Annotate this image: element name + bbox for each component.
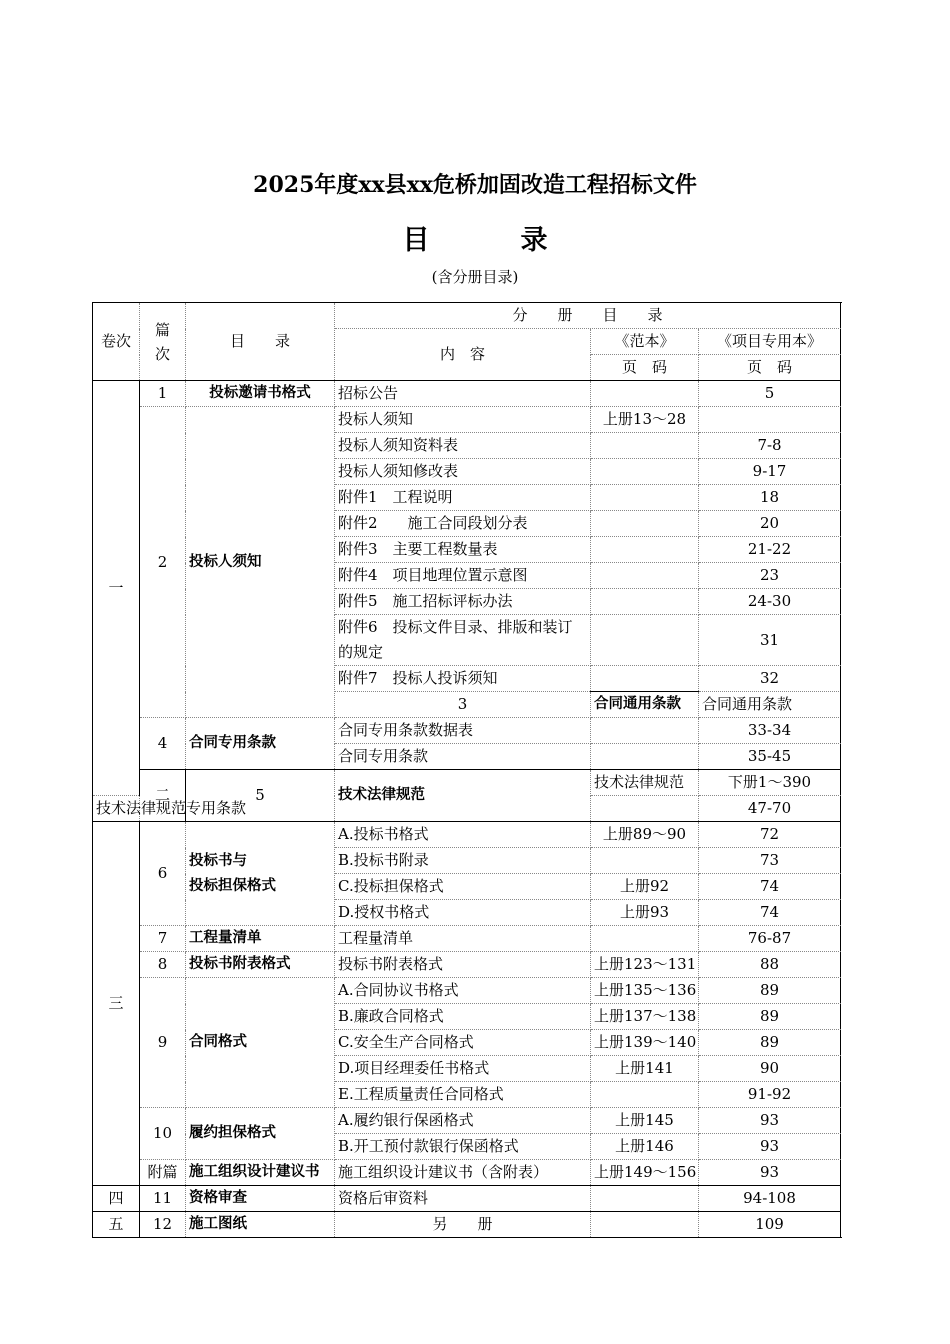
row-project-page: 91-92: [699, 1082, 841, 1108]
row-content: 另 册: [335, 1212, 591, 1238]
table-row: [93, 1186, 841, 1212]
row-template-page: [591, 537, 699, 563]
row-content: 投标人须知资料表: [335, 433, 591, 459]
row-template-page: 上册149～156: [591, 1160, 699, 1186]
chapter-num: 2: [140, 407, 186, 718]
row-template-page: 上册123～131: [591, 952, 699, 978]
row-template-page: 上册92: [591, 874, 699, 900]
row-template-page: 上册139～140: [591, 1030, 699, 1056]
row-content: A.履约银行保函格式: [335, 1108, 591, 1134]
row-template-page: [591, 1082, 699, 1108]
header-row: [93, 303, 841, 329]
volume-cell: 五: [93, 1212, 140, 1238]
chapter-num: 6: [140, 822, 186, 926]
row-project-page: 33-34: [699, 718, 841, 744]
row-project-page: 21-22: [699, 537, 841, 563]
volume-cell: 四: [93, 1186, 140, 1212]
row-content: A.投标书格式: [335, 822, 591, 848]
header-chapter: 篇 次: [140, 303, 186, 381]
row-template-page: [591, 744, 699, 770]
row-template-page: [591, 796, 699, 822]
row-template-page: 上册141: [591, 1056, 699, 1082]
toc-table: [92, 302, 841, 1238]
header-catalog: 目 录: [186, 303, 335, 381]
chapter-title: 投标人须知: [186, 407, 335, 718]
header-content: 内 容: [335, 329, 591, 381]
row-project-page: 74: [699, 874, 841, 900]
header-template: 《范本》: [591, 329, 699, 355]
chapter-title: 投标邀请书格式: [186, 381, 335, 407]
row-project-page: 73: [699, 848, 841, 874]
volume-cell: 二: [140, 770, 186, 822]
row-content: 投标人须知修改表: [335, 459, 591, 485]
row-content: E.工程质量责任合同格式: [335, 1082, 591, 1108]
row-template-page: 上册13～28: [591, 407, 699, 433]
header-sub-catalog: 分 册 目 录: [335, 303, 841, 329]
table-row: [93, 952, 841, 978]
header-project-page: 页 码: [699, 355, 841, 381]
row-project-page: 89: [699, 1030, 841, 1056]
row-project-page: 7-8: [699, 433, 841, 459]
row-content: 附件4 项目地理位置示意图: [335, 563, 591, 589]
header-project: 《项目专用本》: [699, 329, 841, 355]
chapter-title: 技术法律规范: [335, 770, 591, 822]
row-content: C.安全生产合同格式: [335, 1030, 591, 1056]
row-project-page: 89: [699, 1004, 841, 1030]
row-template-page: [591, 589, 699, 615]
row-content: B.投标书附录: [335, 848, 591, 874]
document-title: 2025年度xx县xx危桥加固改造工程招标文件: [253, 172, 697, 198]
chapter-title: 合同专用条款: [186, 718, 335, 770]
row-project-page: 20: [699, 511, 841, 537]
row-template-page: 上册146: [591, 1134, 699, 1160]
chapter-title: 合同格式: [186, 978, 335, 1108]
row-content: 附件5 施工招标评标办法: [335, 589, 591, 615]
row-project-page: 93: [699, 1134, 841, 1160]
row-project-page: 93: [699, 1108, 841, 1134]
row-project-page: 9-17: [699, 459, 841, 485]
row-project-page: 88: [699, 952, 841, 978]
row-content: 工程量清单: [335, 926, 591, 952]
row-content: 投标书附表格式: [335, 952, 591, 978]
row-project-page: 23: [699, 563, 841, 589]
row-project-page: 72: [699, 822, 841, 848]
row-content: A.合同协议书格式: [335, 978, 591, 1004]
row-template-page: [591, 563, 699, 589]
row-content: D.项目经理委任书格式: [335, 1056, 591, 1082]
row-content: 附件3 主要工程数量表: [335, 537, 591, 563]
row-template-page: 上册137～138: [591, 1004, 699, 1030]
toc-heading: 目 录: [402, 225, 580, 256]
row-project-page: 5: [699, 381, 841, 407]
row-content: 投标人须知: [335, 407, 591, 433]
row-template-page: 上册145: [591, 1108, 699, 1134]
row-template-page: [591, 718, 699, 744]
table-row: [93, 1212, 841, 1238]
chapter-title: 施工组织设计建议书: [186, 1160, 335, 1186]
row-project-page: 47-70: [699, 796, 841, 822]
row-template-page: 下册1～390: [699, 770, 841, 796]
row-project-page: 94-108: [699, 1186, 841, 1212]
row-template-page: 上册89～90: [591, 822, 699, 848]
chapter-num: 附篇: [140, 1160, 186, 1186]
row-content: 施工组织设计建议书（含附表）: [335, 1160, 591, 1186]
table-row: [93, 718, 841, 744]
header-template-page: 页 码: [591, 355, 699, 381]
row-template-page: [591, 848, 699, 874]
row-content: 资格后审资料: [335, 1186, 591, 1212]
chapter-num: 1: [140, 381, 186, 407]
chapter-title: 投标书附表格式: [186, 952, 335, 978]
row-project-page: 24-30: [699, 589, 841, 615]
row-content: B.廉政合同格式: [335, 1004, 591, 1030]
volume-cell: 三: [93, 822, 140, 1186]
chapter-num: 3: [335, 692, 591, 718]
row-project-page: [699, 407, 841, 433]
chapter-title: 施工图纸: [186, 1212, 335, 1238]
chapter-num: 5: [186, 770, 335, 822]
table-row: [93, 770, 841, 796]
row-template-page: [591, 381, 699, 407]
row-template-page: [591, 485, 699, 511]
row-project-page: 74: [699, 900, 841, 926]
chapter-num: 8: [140, 952, 186, 978]
chapter-title: 合同通用条款: [591, 692, 699, 718]
chapter-title: 投标书与 投标担保格式: [186, 822, 335, 926]
row-content: C.投标担保格式: [335, 874, 591, 900]
row-content: B.开工预付款银行保函格式: [335, 1134, 591, 1160]
chapter-title: 工程量清单: [186, 926, 335, 952]
volume-cell: 一: [93, 381, 140, 796]
header-volume: 卷次: [93, 303, 140, 381]
row-content: 技术法律规范专用条款: [93, 796, 140, 822]
chapter-num: 9: [140, 978, 186, 1108]
chapter-title: 履约担保格式: [186, 1108, 335, 1160]
row-template-page: [591, 615, 699, 666]
row-project-page: 76-87: [699, 926, 841, 952]
toc-subheading: (含分册目录): [431, 268, 519, 286]
row-content: D.授权书格式: [335, 900, 591, 926]
chapter-num: 11: [140, 1186, 186, 1212]
chapter-num: 7: [140, 926, 186, 952]
table-row: [93, 1160, 841, 1186]
row-project-page: 35-45: [699, 744, 841, 770]
row-template-page: 上册135～136: [591, 978, 699, 1004]
row-content: 附件7 投标人投诉须知: [335, 666, 591, 692]
row-template-page: [591, 433, 699, 459]
table-row: [93, 978, 841, 1004]
row-content: 合同专用条款数据表: [335, 718, 591, 744]
row-template-page: [591, 511, 699, 537]
table-row: [93, 381, 841, 407]
table-row: [93, 1108, 841, 1134]
row-content: 招标公告: [335, 381, 591, 407]
row-content: 合同通用条款: [699, 692, 841, 718]
table-row: [93, 926, 841, 952]
row-template-page: [591, 1212, 699, 1238]
row-project-page: 109: [699, 1212, 841, 1238]
row-template-page: [591, 926, 699, 952]
row-template-page: 上册93: [591, 900, 699, 926]
row-template-page: [591, 1186, 699, 1212]
row-content: 附件2 施工合同段划分表: [335, 511, 591, 537]
row-template-page: [591, 459, 699, 485]
row-project-page: 31: [699, 615, 841, 666]
table-row: [93, 407, 841, 433]
chapter-title: 资格审查: [186, 1186, 335, 1212]
row-project-page: 18: [699, 485, 841, 511]
chapter-num: 12: [140, 1212, 186, 1238]
row-project-page: 89: [699, 978, 841, 1004]
row-content: 附件1 工程说明: [335, 485, 591, 511]
chapter-num: 4: [140, 718, 186, 770]
row-content: 合同专用条款: [335, 744, 591, 770]
row-content: 附件6 投标文件目录、排版和装订的规定: [335, 615, 591, 666]
row-content: 技术法律规范: [591, 770, 699, 796]
row-project-page: 93: [699, 1160, 841, 1186]
chapter-num: 10: [140, 1108, 186, 1160]
row-project-page: 32: [699, 666, 841, 692]
row-template-page: [591, 666, 699, 692]
table-row: [93, 822, 841, 848]
row-project-page: 90: [699, 1056, 841, 1082]
